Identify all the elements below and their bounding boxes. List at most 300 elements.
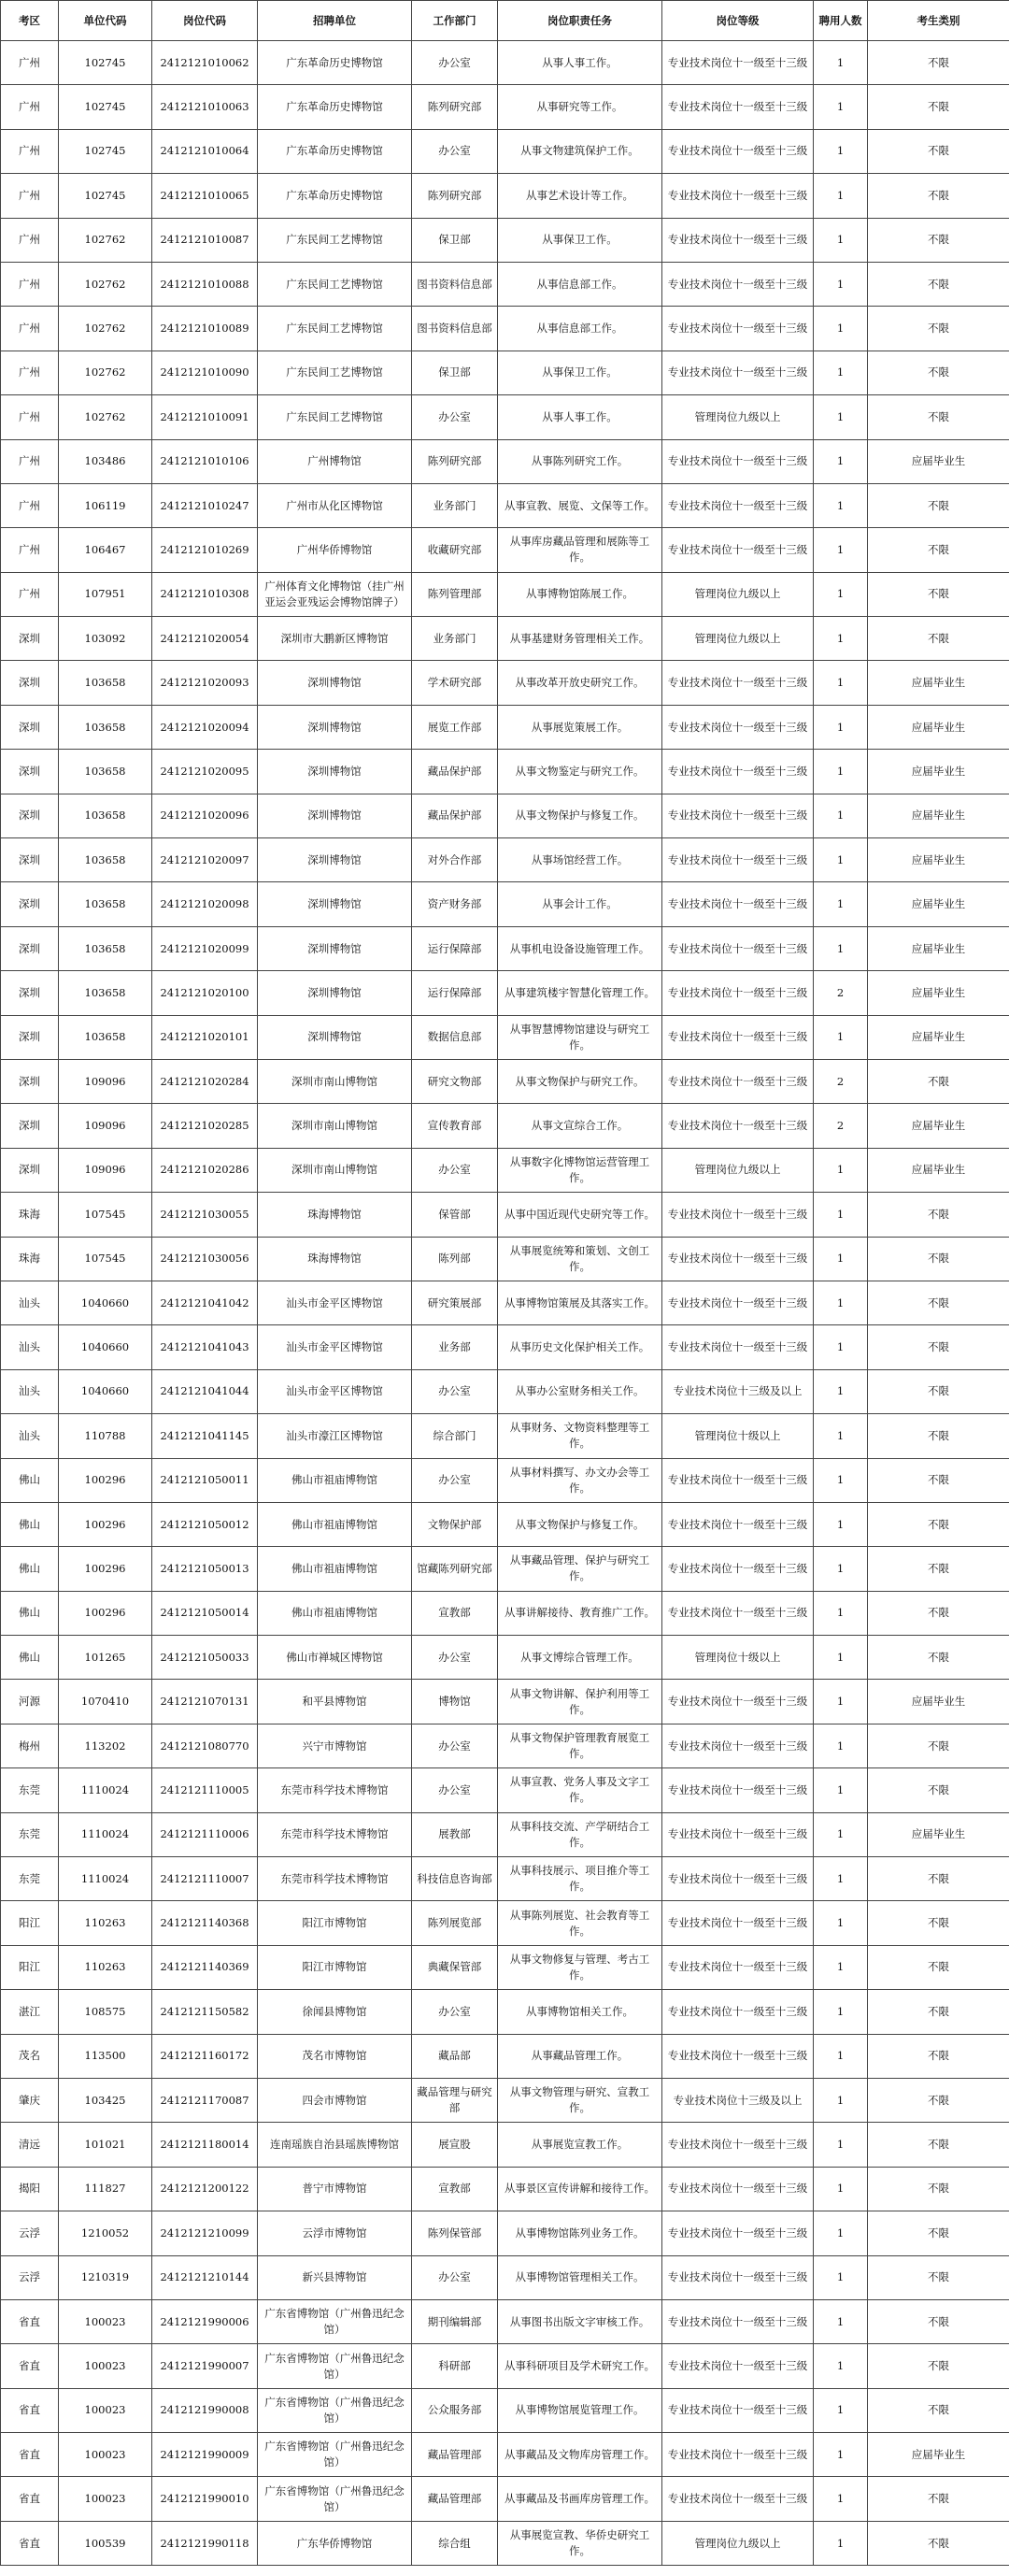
cell-employer: 广州博物馆	[258, 439, 412, 483]
cell-candidate-type: 应届毕业生	[868, 2433, 1009, 2477]
cell-department: 运行保障部	[412, 971, 498, 1015]
cell-headcount: 1	[814, 1502, 868, 1546]
cell-exam-area: 佛山	[1, 1458, 59, 1502]
cell-headcount: 1	[814, 2388, 868, 2432]
cell-unit-code: 102762	[59, 307, 152, 351]
cell-unit-code: 109096	[59, 1148, 152, 1192]
cell-post-level: 专业技术岗位十一级至十三级	[662, 1857, 814, 1901]
cell-candidate-type: 应届毕业生	[868, 439, 1009, 483]
cell-unit-code: 102745	[59, 85, 152, 129]
cell-post-level: 管理岗位九级以上	[662, 2521, 814, 2565]
cell-headcount: 1	[814, 1901, 868, 1945]
cell-exam-area: 珠海	[1, 1237, 59, 1281]
cell-department: 办公室	[412, 41, 498, 85]
cell-employer: 深圳博物馆	[258, 1015, 412, 1059]
cell-post-code: 2412121020096	[152, 794, 258, 837]
table-row	[1, 2299, 1009, 2343]
cell-employer: 新兴县博物馆	[258, 2255, 412, 2299]
cell-post-code: 2412121990010	[152, 2477, 258, 2521]
cell-duties: 从事展览统筹和策划、文创工作。	[498, 1237, 662, 1281]
cell-exam-area: 深圳	[1, 617, 59, 661]
cell-post-level: 专业技术岗位十一级至十三级	[662, 1281, 814, 1324]
cell-exam-area: 广州	[1, 262, 59, 306]
cell-candidate-type: 应届毕业生	[868, 794, 1009, 837]
cell-headcount: 1	[814, 572, 868, 616]
cell-unit-code: 110788	[59, 1414, 152, 1458]
cell-exam-area: 深圳	[1, 661, 59, 705]
cell-candidate-type: 不限	[868, 262, 1009, 306]
table-row	[1, 838, 1009, 882]
cell-post-level: 管理岗位九级以上	[662, 572, 814, 616]
cell-candidate-type: 不限	[868, 174, 1009, 218]
cell-headcount: 1	[814, 1369, 868, 1413]
cell-department: 办公室	[412, 1636, 498, 1680]
cell-duties: 从事数字化博物馆运营管理工作。	[498, 1148, 662, 1192]
cell-post-code: 2412121010090	[152, 351, 258, 394]
cell-post-level: 专业技术岗位十一级至十三级	[662, 1325, 814, 1369]
cell-exam-area: 阳江	[1, 1945, 59, 1989]
cell-post-code: 2412121140369	[152, 1945, 258, 1989]
cell-unit-code: 110263	[59, 1901, 152, 1945]
cell-headcount: 1	[814, 1325, 868, 1369]
table-row	[1, 794, 1009, 837]
cell-candidate-type: 应届毕业生	[868, 1015, 1009, 1059]
cell-duties: 从事库房藏品管理和展陈等工作。	[498, 528, 662, 572]
cell-exam-area: 汕头	[1, 1281, 59, 1324]
cell-duties: 从事文物保护管理教育展览工作。	[498, 1724, 662, 1767]
cell-duties: 从事文博综合管理工作。	[498, 1636, 662, 1680]
cell-post-code: 2412121990118	[152, 2521, 258, 2565]
cell-exam-area: 河源	[1, 1680, 59, 1724]
cell-duties: 从事信息部工作。	[498, 262, 662, 306]
cell-unit-code: 103658	[59, 926, 152, 970]
cell-duties: 从事文物鉴定与研究工作。	[498, 750, 662, 794]
cell-employer: 广东革命历史博物馆	[258, 129, 412, 173]
cell-exam-area: 东莞	[1, 1768, 59, 1812]
cell-duties: 从事博物馆展览管理工作。	[498, 2388, 662, 2432]
table-row	[1, 2521, 1009, 2565]
cell-candidate-type: 不限	[868, 2344, 1009, 2388]
cell-candidate-type: 不限	[868, 1237, 1009, 1281]
cell-exam-area: 深圳	[1, 1104, 59, 1148]
table-row	[1, 1104, 1009, 1148]
cell-department: 科技信息咨询部	[412, 1857, 498, 1901]
cell-department: 研究文物部	[412, 1059, 498, 1103]
cell-employer: 广东省博物馆（广州鲁迅纪念馆）	[258, 2299, 412, 2343]
cell-candidate-type: 应届毕业生	[868, 838, 1009, 882]
cell-department: 办公室	[412, 129, 498, 173]
cell-exam-area: 湛江	[1, 1990, 59, 2034]
cell-department: 陈列管理部	[412, 572, 498, 616]
cell-employer: 广东民间工艺博物馆	[258, 395, 412, 439]
cell-post-code: 2412121110006	[152, 1812, 258, 1856]
table-row	[1, 307, 1009, 351]
cell-post-level: 专业技术岗位十一级至十三级	[662, 129, 814, 173]
cell-post-code: 2412121050014	[152, 1591, 258, 1635]
cell-post-code: 2412121050011	[152, 1458, 258, 1502]
cell-duties: 从事建筑楼宇智慧化管理工作。	[498, 971, 662, 1015]
table-row	[1, 882, 1009, 926]
cell-post-code: 2412121010065	[152, 174, 258, 218]
cell-unit-code: 100296	[59, 1502, 152, 1546]
cell-employer: 广东省博物馆（广州鲁迅纪念馆）	[258, 2344, 412, 2388]
cell-exam-area: 云浮	[1, 2255, 59, 2299]
cell-exam-area: 阳江	[1, 1901, 59, 1945]
cell-department: 陈列展览部	[412, 1901, 498, 1945]
cell-post-code: 2412121010062	[152, 41, 258, 85]
cell-unit-code: 1070410	[59, 1680, 152, 1724]
cell-employer: 连南瑶族自治县瑶族博物馆	[258, 2123, 412, 2167]
cell-candidate-type: 不限	[868, 483, 1009, 527]
table-row	[1, 661, 1009, 705]
table-row	[1, 41, 1009, 85]
cell-department: 收藏研究部	[412, 528, 498, 572]
cell-unit-code: 1110024	[59, 1768, 152, 1812]
cell-post-level: 专业技术岗位十一级至十三级	[662, 2477, 814, 2521]
cell-duties: 从事景区宣传讲解和接待工作。	[498, 2167, 662, 2211]
cell-duties: 从事文物讲解、保护利用等工作。	[498, 1680, 662, 1724]
cell-post-level: 专业技术岗位十一级至十三级	[662, 1502, 814, 1546]
cell-candidate-type: 不限	[868, 2078, 1009, 2122]
cell-post-level: 管理岗位十级以上	[662, 1636, 814, 1680]
cell-post-code: 2412121210099	[152, 2211, 258, 2255]
cell-employer: 汕头市濠江区博物馆	[258, 1414, 412, 1458]
cell-unit-code: 109096	[59, 1104, 152, 1148]
cell-exam-area: 广州	[1, 528, 59, 572]
cell-exam-area: 深圳	[1, 971, 59, 1015]
table-row	[1, 395, 1009, 439]
cell-candidate-type: 不限	[868, 2477, 1009, 2521]
cell-unit-code: 100023	[59, 2433, 152, 2477]
cell-headcount: 1	[814, 1857, 868, 1901]
cell-post-level: 专业技术岗位十一级至十三级	[662, 1724, 814, 1767]
cell-post-level: 专业技术岗位十一级至十三级	[662, 174, 814, 218]
cell-candidate-type: 不限	[868, 1901, 1009, 1945]
cell-employer: 广东革命历史博物馆	[258, 41, 412, 85]
cell-department: 公众服务部	[412, 2388, 498, 2432]
cell-headcount: 1	[814, 1990, 868, 2034]
cell-post-level: 专业技术岗位十三级及以上	[662, 1369, 814, 1413]
cell-headcount: 1	[814, 351, 868, 394]
cell-post-level: 专业技术岗位十一级至十三级	[662, 705, 814, 749]
cell-employer: 广东民间工艺博物馆	[258, 307, 412, 351]
table-row	[1, 85, 1009, 129]
cell-post-code: 2412121041042	[152, 1281, 258, 1324]
cell-exam-area: 东莞	[1, 1812, 59, 1856]
cell-department: 宣教部	[412, 1591, 498, 1635]
cell-exam-area: 深圳	[1, 926, 59, 970]
cell-employer: 汕头市金平区博物馆	[258, 1281, 412, 1324]
table-row	[1, 439, 1009, 483]
table-row	[1, 1502, 1009, 1546]
cell-headcount: 1	[814, 1281, 868, 1324]
cell-exam-area: 广州	[1, 129, 59, 173]
table-row	[1, 2034, 1009, 2078]
cell-headcount: 1	[814, 1237, 868, 1281]
cell-headcount: 1	[814, 838, 868, 882]
cell-duties: 从事博物馆管理相关工作。	[498, 2255, 662, 2299]
cell-unit-code: 106467	[59, 528, 152, 572]
table-row	[1, 1148, 1009, 1192]
cell-duties: 从事改革开放史研究工作。	[498, 661, 662, 705]
table-row	[1, 2123, 1009, 2167]
cell-duties: 从事文物保护与研究工作。	[498, 1059, 662, 1103]
cell-duties: 从事智慧博物馆建设与研究工作。	[498, 1015, 662, 1059]
cell-post-code: 2412121180014	[152, 2123, 258, 2167]
cell-employer: 东莞市科学技术博物馆	[258, 1768, 412, 1812]
cell-duties: 从事文物保护与修复工作。	[498, 1502, 662, 1546]
cell-employer: 广州市从化区博物馆	[258, 483, 412, 527]
table-row	[1, 1369, 1009, 1413]
cell-employer: 佛山市祖庙博物馆	[258, 1502, 412, 1546]
cell-post-level: 专业技术岗位十一级至十三级	[662, 2167, 814, 2211]
table-row	[1, 2344, 1009, 2388]
cell-employer: 珠海博物馆	[258, 1193, 412, 1237]
cell-post-code: 2412121070131	[152, 1680, 258, 1724]
cell-exam-area: 肇庆	[1, 2078, 59, 2122]
cell-department: 藏品管理与研究部	[412, 2078, 498, 2122]
cell-post-level: 专业技术岗位十一级至十三级	[662, 1237, 814, 1281]
cell-headcount: 1	[814, 1458, 868, 1502]
cell-post-level: 专业技术岗位十一级至十三级	[662, 1901, 814, 1945]
cell-exam-area: 汕头	[1, 1414, 59, 1458]
cell-exam-area: 省直	[1, 2521, 59, 2565]
cell-headcount: 1	[814, 2123, 868, 2167]
cell-employer: 广东民间工艺博物馆	[258, 218, 412, 262]
cell-post-level: 管理岗位十级以上	[662, 1414, 814, 1458]
cell-post-level: 专业技术岗位十一级至十三级	[662, 1547, 814, 1591]
table-row	[1, 483, 1009, 527]
cell-unit-code: 100023	[59, 2477, 152, 2521]
cell-duties: 从事陈列展览、社会教育等工作。	[498, 1901, 662, 1945]
cell-headcount: 1	[814, 2299, 868, 2343]
header-duties: 岗位职责任务	[498, 1, 662, 41]
cell-post-level: 专业技术岗位十一级至十三级	[662, 1059, 814, 1103]
cell-duties: 从事科研项目及学术研究工作。	[498, 2344, 662, 2388]
cell-post-level: 专业技术岗位十一级至十三级	[662, 2433, 814, 2477]
cell-post-level: 专业技术岗位十一级至十三级	[662, 218, 814, 262]
cell-unit-code: 107545	[59, 1237, 152, 1281]
cell-headcount: 1	[814, 41, 868, 85]
cell-department: 业务部	[412, 1325, 498, 1369]
cell-candidate-type: 应届毕业生	[868, 971, 1009, 1015]
cell-candidate-type: 不限	[868, 2521, 1009, 2565]
cell-employer: 广东民间工艺博物馆	[258, 351, 412, 394]
cell-duties: 从事材料撰写、办文办会等工作。	[498, 1458, 662, 1502]
cell-exam-area: 佛山	[1, 1636, 59, 1680]
cell-exam-area: 清远	[1, 2123, 59, 2167]
cell-post-code: 2412121010269	[152, 528, 258, 572]
cell-candidate-type: 不限	[868, 1591, 1009, 1635]
cell-employer: 广东革命历史博物馆	[258, 85, 412, 129]
cell-post-level: 专业技术岗位十一级至十三级	[662, 971, 814, 1015]
table-row	[1, 1945, 1009, 1989]
cell-unit-code: 106119	[59, 483, 152, 527]
cell-post-code: 2412121020099	[152, 926, 258, 970]
cell-employer: 深圳博物馆	[258, 661, 412, 705]
table-row	[1, 1547, 1009, 1591]
cell-unit-code: 103658	[59, 882, 152, 926]
cell-department: 数据信息部	[412, 1015, 498, 1059]
cell-department: 藏品保护部	[412, 750, 498, 794]
cell-employer: 珠海博物馆	[258, 1237, 412, 1281]
cell-unit-code: 102762	[59, 262, 152, 306]
cell-department: 陈列部	[412, 1237, 498, 1281]
cell-headcount: 1	[814, 1591, 868, 1635]
cell-employer: 广东华侨博物馆	[258, 2521, 412, 2565]
cell-post-code: 2412121990008	[152, 2388, 258, 2432]
cell-unit-code: 102762	[59, 218, 152, 262]
cell-candidate-type: 不限	[868, 1945, 1009, 1989]
cell-employer: 佛山市祖庙博物馆	[258, 1458, 412, 1502]
cell-employer: 深圳市大鹏新区博物馆	[258, 617, 412, 661]
cell-headcount: 1	[814, 2521, 868, 2565]
cell-post-level: 专业技术岗位十一级至十三级	[662, 1990, 814, 2034]
cell-post-level: 专业技术岗位十一级至十三级	[662, 1193, 814, 1237]
cell-unit-code: 100023	[59, 2299, 152, 2343]
cell-candidate-type: 应届毕业生	[868, 1812, 1009, 1856]
cell-headcount: 1	[814, 661, 868, 705]
cell-exam-area: 珠海	[1, 1193, 59, 1237]
cell-headcount: 1	[814, 483, 868, 527]
table-row	[1, 1636, 1009, 1680]
cell-candidate-type: 不限	[868, 2123, 1009, 2167]
cell-department: 办公室	[412, 395, 498, 439]
cell-exam-area: 深圳	[1, 1148, 59, 1192]
cell-post-code: 2412121010091	[152, 395, 258, 439]
cell-exam-area: 深圳	[1, 705, 59, 749]
cell-department: 办公室	[412, 1148, 498, 1192]
cell-post-code: 2412121020101	[152, 1015, 258, 1059]
cell-duties: 从事陈列研究工作。	[498, 439, 662, 483]
cell-headcount: 1	[814, 926, 868, 970]
cell-department: 办公室	[412, 1990, 498, 2034]
cell-post-level: 专业技术岗位十一级至十三级	[662, 483, 814, 527]
cell-department: 学术研究部	[412, 661, 498, 705]
cell-employer: 兴宁市博物馆	[258, 1724, 412, 1767]
cell-headcount: 1	[814, 2211, 868, 2255]
cell-headcount: 1	[814, 439, 868, 483]
cell-headcount: 1	[814, 528, 868, 572]
cell-unit-code: 1210319	[59, 2255, 152, 2299]
cell-headcount: 1	[814, 794, 868, 837]
cell-candidate-type: 不限	[868, 2255, 1009, 2299]
cell-headcount: 1	[814, 1414, 868, 1458]
cell-employer: 深圳市南山博物馆	[258, 1059, 412, 1103]
cell-exam-area: 广州	[1, 439, 59, 483]
cell-exam-area: 揭阳	[1, 2167, 59, 2211]
cell-employer: 深圳博物馆	[258, 838, 412, 882]
cell-post-code: 2412121990006	[152, 2299, 258, 2343]
table-row	[1, 174, 1009, 218]
cell-candidate-type: 不限	[868, 1458, 1009, 1502]
cell-candidate-type: 不限	[868, 1990, 1009, 2034]
cell-post-level: 专业技术岗位十一级至十三级	[662, 262, 814, 306]
cell-unit-code: 103092	[59, 617, 152, 661]
cell-department: 展教部	[412, 1812, 498, 1856]
cell-post-code: 2412121990007	[152, 2344, 258, 2388]
cell-department: 业务部门	[412, 617, 498, 661]
cell-candidate-type: 不限	[868, 1636, 1009, 1680]
cell-post-level: 专业技术岗位十一级至十三级	[662, 2299, 814, 2343]
cell-post-code: 2412121020285	[152, 1104, 258, 1148]
cell-post-code: 2412121200122	[152, 2167, 258, 2211]
cell-candidate-type: 应届毕业生	[868, 750, 1009, 794]
cell-post-code: 2412121990009	[152, 2433, 258, 2477]
cell-post-level: 专业技术岗位十一级至十三级	[662, 2255, 814, 2299]
cell-post-level: 专业技术岗位十三级及以上	[662, 2078, 814, 2122]
table-row	[1, 1015, 1009, 1059]
cell-duties: 从事图书出版文字审核工作。	[498, 2299, 662, 2343]
cell-headcount: 1	[814, 307, 868, 351]
cell-exam-area: 广州	[1, 307, 59, 351]
cell-department: 藏品管理部	[412, 2433, 498, 2477]
cell-post-level: 专业技术岗位十一级至十三级	[662, 528, 814, 572]
cell-post-level: 专业技术岗位十一级至十三级	[662, 1104, 814, 1148]
cell-exam-area: 深圳	[1, 882, 59, 926]
cell-unit-code: 109096	[59, 1059, 152, 1103]
cell-candidate-type: 不限	[868, 351, 1009, 394]
cell-exam-area: 省直	[1, 2299, 59, 2343]
cell-headcount: 1	[814, 2255, 868, 2299]
cell-employer: 云浮市博物馆	[258, 2211, 412, 2255]
cell-headcount: 1	[814, 1636, 868, 1680]
table-row	[1, 218, 1009, 262]
cell-candidate-type: 不限	[868, 395, 1009, 439]
cell-exam-area: 东莞	[1, 1857, 59, 1901]
table-row	[1, 1857, 1009, 1901]
cell-exam-area: 佛山	[1, 1547, 59, 1591]
cell-exam-area: 广州	[1, 41, 59, 85]
cell-post-code: 2412121010247	[152, 483, 258, 527]
table-row	[1, 2078, 1009, 2122]
cell-post-level: 管理岗位九级以上	[662, 617, 814, 661]
cell-candidate-type: 不限	[868, 1193, 1009, 1237]
table-row	[1, 1414, 1009, 1458]
cell-unit-code: 1040660	[59, 1369, 152, 1413]
header-headcount: 聘用人数	[814, 1, 868, 41]
cell-post-code: 2412121010308	[152, 572, 258, 616]
cell-duties: 从事人事工作。	[498, 395, 662, 439]
cell-headcount: 1	[814, 705, 868, 749]
cell-post-code: 2412121030056	[152, 1237, 258, 1281]
cell-post-level: 专业技术岗位十一级至十三级	[662, 2123, 814, 2167]
cell-unit-code: 102762	[59, 395, 152, 439]
header-row	[1, 1, 1009, 41]
table-row	[1, 1059, 1009, 1103]
header-post-code: 岗位代码	[152, 1, 258, 41]
cell-employer: 深圳博物馆	[258, 705, 412, 749]
cell-unit-code: 100296	[59, 1547, 152, 1591]
cell-duties: 从事信息部工作。	[498, 307, 662, 351]
cell-post-code: 2412121050012	[152, 1502, 258, 1546]
cell-post-code: 2412121010087	[152, 218, 258, 262]
cell-candidate-type: 应届毕业生	[868, 926, 1009, 970]
cell-unit-code: 102745	[59, 174, 152, 218]
cell-unit-code: 1110024	[59, 1857, 152, 1901]
cell-candidate-type: 应届毕业生	[868, 1104, 1009, 1148]
cell-candidate-type: 应届毕业生	[868, 1680, 1009, 1724]
table-row	[1, 2167, 1009, 2211]
cell-duties: 从事展览策展工作。	[498, 705, 662, 749]
cell-candidate-type: 不限	[868, 2034, 1009, 2078]
cell-post-level: 管理岗位九级以上	[662, 1148, 814, 1192]
cell-employer: 广东省博物馆（广州鲁迅纪念馆）	[258, 2477, 412, 2521]
cell-employer: 佛山市祖庙博物馆	[258, 1591, 412, 1635]
cell-post-code: 2412121020054	[152, 617, 258, 661]
table-row	[1, 617, 1009, 661]
cell-unit-code: 103658	[59, 661, 152, 705]
